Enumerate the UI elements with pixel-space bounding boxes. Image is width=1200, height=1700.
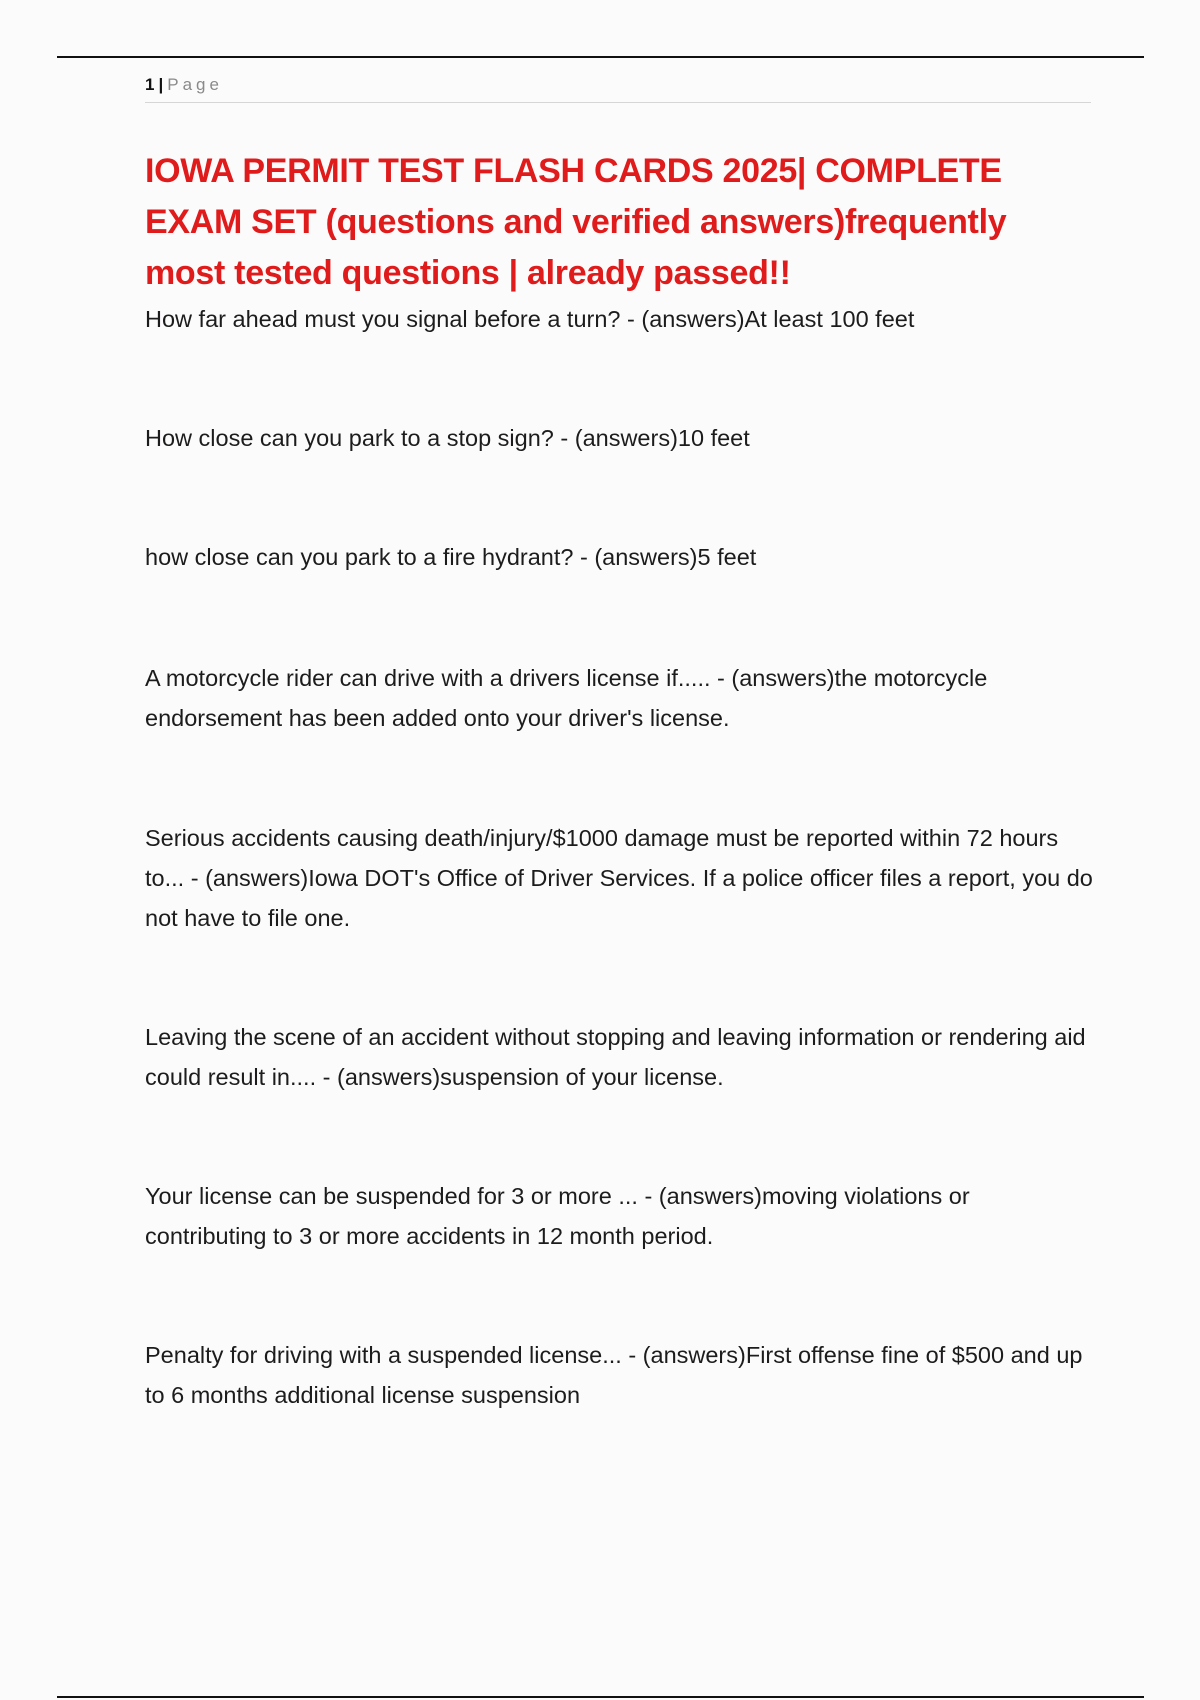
qa-item: Your license can be suspended for 3 or more ... - (answers)moving violations or contributing to 3 or more accidents in 12 month period. bbox=[145, 1183, 970, 1249]
page-number: 1 bbox=[145, 75, 155, 94]
qa-item: Leaving the scene of an accident without stopping and leaving information or rendering aid could result in.... - (answers)suspension of your license. bbox=[145, 1024, 1086, 1090]
page-label: Page bbox=[167, 75, 223, 94]
page-header bbox=[145, 74, 1091, 103]
qa-item: Penalty for driving with a suspended license... - (answers)First offense fine of $500 and up to 6 months additional license suspension bbox=[145, 1342, 1083, 1408]
qa-item: A motorcycle rider can drive with a drivers license if..... - (answers)the motorcycle endorsement has been added onto your driver's license. bbox=[145, 665, 988, 731]
page-separator: | bbox=[158, 75, 164, 94]
qa-list bbox=[145, 299, 1095, 1415]
qa-item: Serious accidents causing death/injury/$1000 damage must be reported within 72 hours to... - (answers)Iowa DOT's Office of Driver Services. If a police officer files a report, you do not have to file one. bbox=[145, 825, 1093, 931]
document-body bbox=[145, 146, 1095, 1415]
qa-item: How close can you park to a stop sign? - (answers)10 feet bbox=[145, 425, 750, 451]
qa-item: how close can you park to a fire hydrant? - (answers)5 feet bbox=[145, 544, 757, 570]
qa-item: How far ahead must you signal before a turn? - (answers)At least 100 feet bbox=[145, 306, 915, 332]
document-title: IOWA PERMIT TEST FLASH CARDS 2025| COMPLETE EXAM SET (questions and verified answers)frequently most tested questions | already passed!! bbox=[145, 152, 1007, 292]
top-rule bbox=[57, 56, 1144, 58]
bottom-rule bbox=[57, 1696, 1144, 1698]
